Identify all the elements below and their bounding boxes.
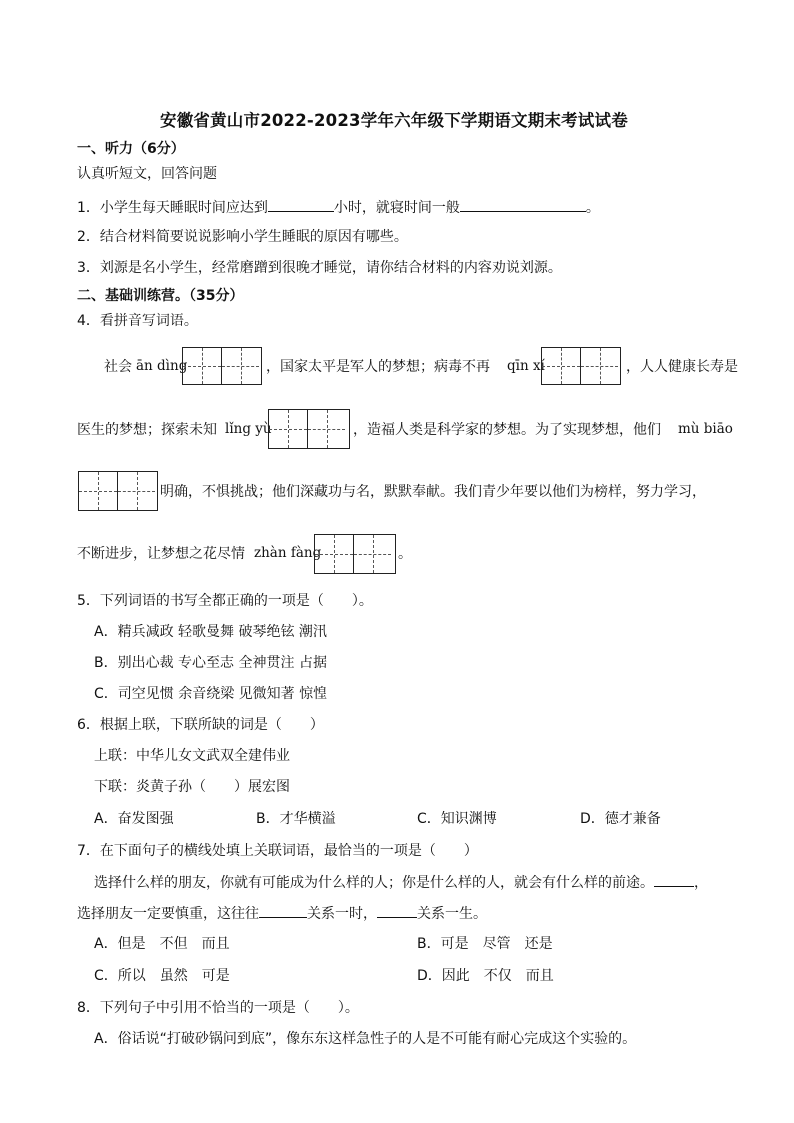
pinyin-label: ān dìng [136,358,188,374]
question-8-prompt: 8．下列句子中引用不恰当的一项是（ ）。 [77,1000,359,1016]
question-1-text-b: 小时，就寝时间一般 [333,200,460,216]
question-7-sentence-2 [77,903,487,924]
answer-blank[interactable] [654,872,694,887]
character-grid[interactable] [541,347,621,385]
sentence-text: 选择朋友一定要慎重，这往往 [77,906,259,922]
question-3: 3．刘源是名小学生，经常磨蹭到很晚才睡觉，请你结合材料的内容劝说刘源。 [77,260,562,276]
question-1 [77,197,600,218]
question-2: 2．结合材料简要说说影响小学生睡眠的原因有哪些。 [77,229,408,245]
answer-blank[interactable] [259,903,307,918]
character-grid[interactable] [314,534,396,574]
section-heading-basics: 二、基础训练营。（35分） [77,288,244,304]
sentence-text: 选择什么样的朋友，你就有可能成为什么样的人；你是什么样的人，就会有什么样的前途。 [94,875,654,891]
couplet-upper: 上联：中华儿女文武双全建伟业 [94,748,290,764]
sentence-text: 关系一生。 [417,906,487,922]
sentence-text: 关系一时， [307,906,377,922]
couplet-lower: 下联：炎黄子孙（ ）展宏图 [94,779,290,795]
question-5-option-b[interactable]: B．别出心裁 专心至志 全神贯注 占据 [94,655,327,671]
question-6-option-c[interactable]: C．知识渊博 [417,811,497,827]
sentence-text: ， [694,875,708,891]
q4-text: 不断进步，让梦想之花尽情 [77,546,245,562]
character-grid[interactable] [78,471,158,511]
answer-blank[interactable] [377,903,417,918]
q4-text: 医生的梦想；探索未知 [77,422,217,438]
listening-instruction: 认真听短文，回答问题 [77,166,217,182]
question-6-option-a[interactable]: A．奋发图强 [94,811,174,827]
question-7-option-b[interactable]: B．可是 尽管 还是 [417,936,553,952]
page-title: 安徽省黄山市2022-2023学年六年级下学期语文期末考试试卷 [160,111,628,130]
question-1-text-c: 。 [585,200,600,216]
question-5-option-a[interactable]: A．精兵减政 轻歌曼舞 破琴绝铉 潮汛 [94,624,327,640]
q4-text: 明确，不惧挑战；他们深藏功与名，默默奉献。我们青少年要以他们为榜样，努力学习， [160,484,706,500]
question-6-option-d[interactable]: D．德才兼备 [580,811,661,827]
question-1-text-a: 1．小学生每天睡眠时间应达到 [77,200,268,216]
answer-blank[interactable] [460,197,586,212]
character-grid[interactable] [268,409,350,449]
question-7-option-a[interactable]: A．但是 不但 而且 [94,936,230,952]
question-5-option-c[interactable]: C．司空见惯 余音绕梁 见微知著 惊惶 [94,686,328,702]
q4-text: ，造福人类是科学家的梦想。为了实现梦想，他们 [353,422,661,438]
question-4-prompt: 4．看拼音写词语。 [77,313,198,329]
question-7-option-d[interactable]: D．因此 不仅 而且 [417,968,554,984]
q4-text: 社会 [104,359,132,375]
question-8-option-a[interactable]: A．俗话说“打破砂锅问到底”，像东东这样急性子的人是不可能有耐心完成这个实验的。 [94,1031,637,1047]
q4-text: ，人人健康长寿是 [626,359,738,375]
question-6-option-b[interactable]: B．才华横溢 [256,811,336,827]
pinyin-label: mù biāo [678,421,733,437]
pinyin-label: lǐng yù [225,421,272,437]
question-7-option-c[interactable]: C．所以 虽然 可是 [94,968,230,984]
pinyin-label: zhàn fàng [254,545,322,561]
question-7-prompt: 7．在下面句子的横线处填上关联词语，最恰当的一项是（ ） [77,843,478,859]
character-grid[interactable] [182,347,262,385]
question-5-prompt: 5．下列词语的书写全都正确的一项是（ ）。 [77,593,373,609]
question-7-sentence-1 [94,872,708,893]
q4-text: 。 [398,546,412,562]
answer-blank[interactable] [268,197,334,212]
q4-text: ，国家太平是军人的梦想；病毒不再 [266,359,490,375]
pinyin-label: qīn xí [507,358,545,374]
question-6-prompt: 6．根据上联，下联所缺的词是（ ） [77,717,324,733]
section-heading-listening: 一、听力（6分） [77,141,185,157]
